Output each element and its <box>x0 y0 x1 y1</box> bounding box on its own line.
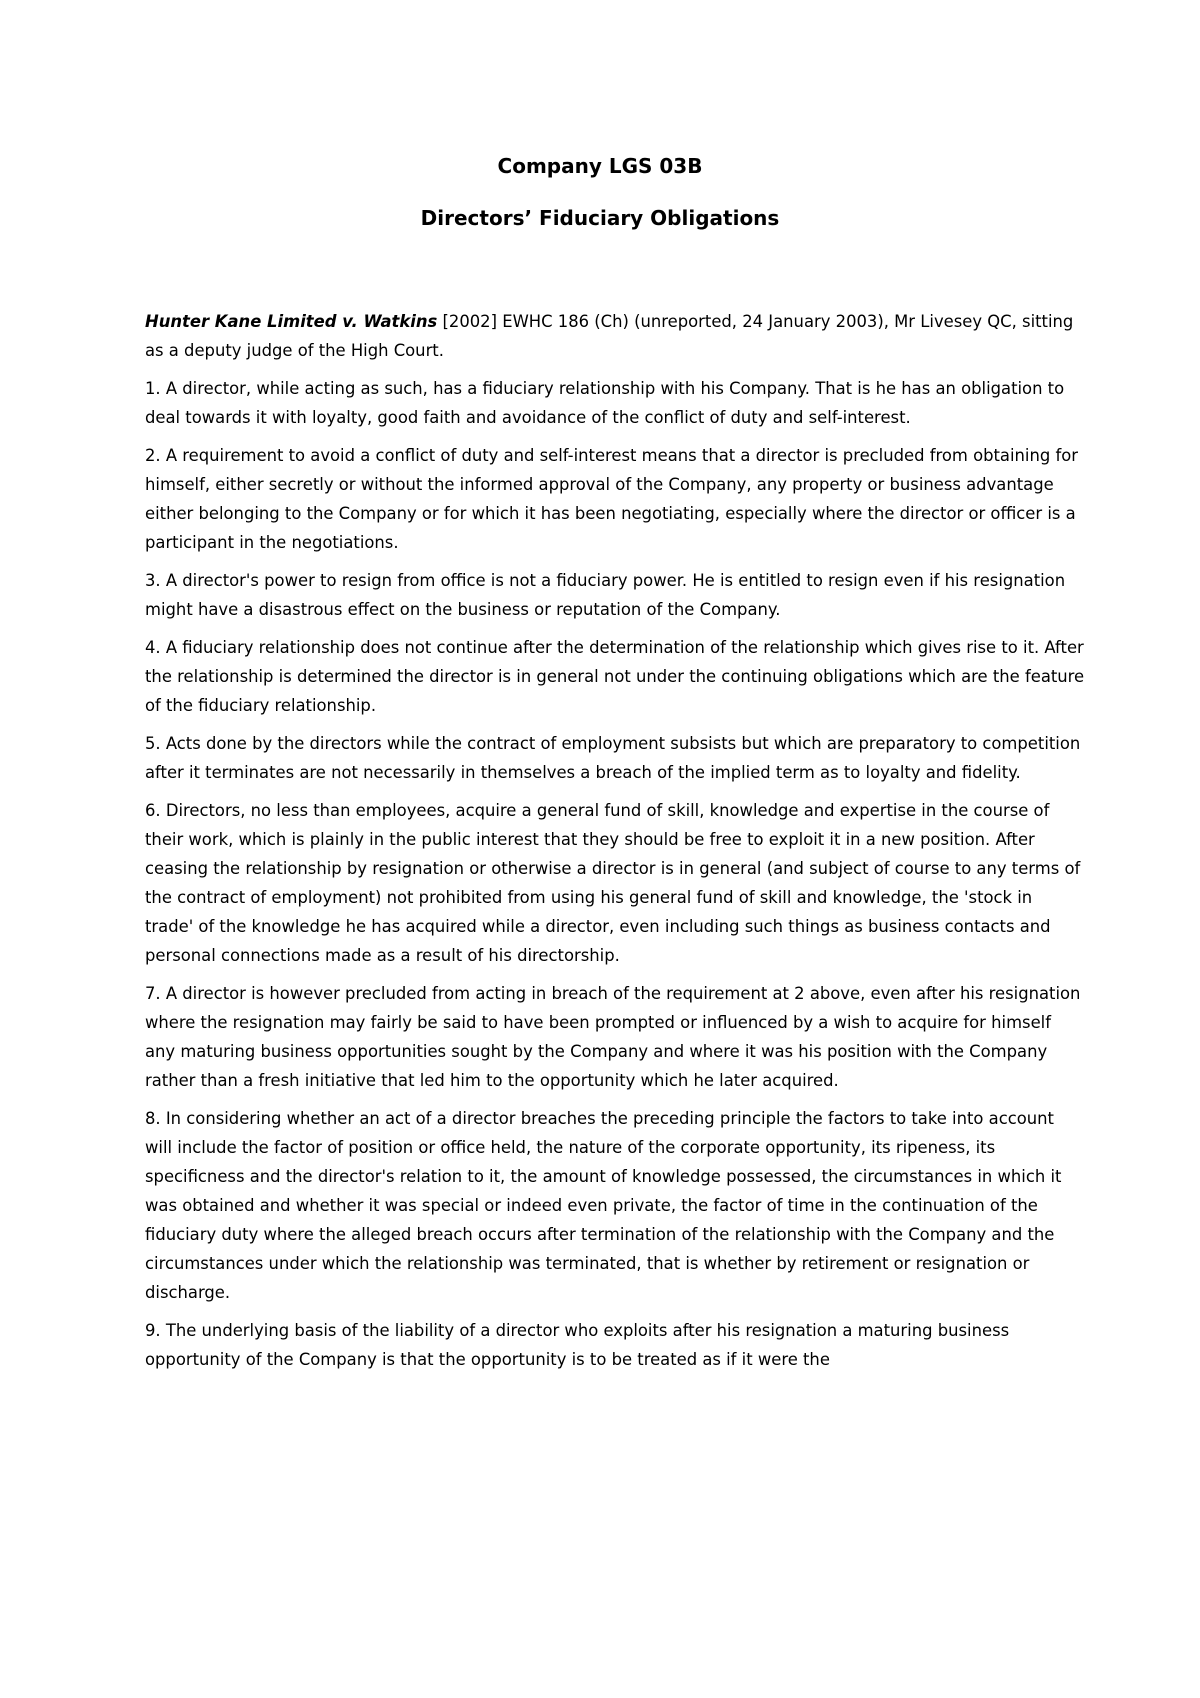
paragraph-text: A director's power to resign from office is not a fiduciary power. He is entitled to resign even if his resignation might have a disastrous effect on the business or reputation of the Company. <box>145 571 1066 619</box>
paragraph-text: Directors, no less than employees, acquire a general fund of skill, knowledge and expertise in the course of their work, which is plainly in the public interest that they should be free to exploit it in a new position. After ceasing the relationship by resignation or otherwise a director is in general (and subject of course to any terms of the contract of employment) not prohibited from using his general fund of skill and knowledge, the 'stock in trade' of the knowledge he has acquired while a director, even including such things as business contacts and personal connections made as a result of his directorship. <box>145 801 1081 965</box>
paragraph-6 <box>145 796 1085 970</box>
paragraph-3 <box>145 566 1085 624</box>
paragraph-text: The underlying basis of the liability of a director who exploits after his resignation a maturing business opportunity of the Company is that the opportunity is to be treated as if it were the <box>145 1321 1010 1369</box>
paragraph-2 <box>145 441 1085 557</box>
paragraph-1 <box>145 374 1085 432</box>
paragraph-number: 8. <box>145 1109 161 1128</box>
paragraph-text: A director is however precluded from acting in breach of the requirement at 2 above, even after his resignation where the resignation may fairly be said to have been prompted or influenced by a wish to acquire for himself any maturing business opportunities sought by the Company and where it was his position with the Company rather than a fresh initiative that led him to the opportunity which he later acquired. <box>145 984 1081 1090</box>
paragraph-text: Acts done by the directors while the contract of employment subsists but which are preparatory to competition after it terminates are not necessarily in themselves a breach of the implied term as to loyalty and fidelity. <box>145 734 1081 782</box>
paragraph-number: 2. <box>145 446 161 465</box>
paragraph-text: In considering whether an act of a director breaches the preceding principle the factors to take into account will include the factor of position or office held, the nature of the corporate opportunity, its ripeness, its specificness and the director's relation to it, the amount of knowledge possessed, the circumstances in which it was obtained and whether it was special or indeed even private, the factor of time in the continuation of the fiduciary duty where the alleged breach occurs after termination of the relationship with the Company and the circumstances under which the relationship was terminated, that is whether by retirement or resignation or discharge. <box>145 1109 1062 1302</box>
document-title: Company LGS 03B <box>497 154 703 178</box>
paragraph-number: 6. <box>145 801 161 820</box>
paragraph-8 <box>145 1104 1085 1307</box>
paragraph-number: 7. <box>145 984 161 1003</box>
paragraph-text: A director, while acting as such, has a fiduciary relationship with his Company. That is he has an obligation to deal towards it with loyalty, good faith and avoidance of the conflict of duty and self-interest. <box>145 379 1065 427</box>
citation-details: [2002] EWHC 186 (Ch) (unreported, 24 January 2003), Mr Livesey QC, sitting as a deputy judge of the High Court. <box>145 312 1074 360</box>
paragraph-5 <box>145 729 1085 787</box>
paragraph-number: 3. <box>145 571 161 590</box>
paragraph-number: 5. <box>145 734 161 753</box>
document-body <box>145 307 1085 1383</box>
paragraph-number: 4. <box>145 638 161 657</box>
paragraph-text: A fiduciary relationship does not continue after the determination of the relationship which gives rise to it. After the relationship is determined the director is in general not under the continuing obligations which are the feature of the fiduciary relationship. <box>145 638 1085 715</box>
paragraph-7 <box>145 979 1085 1095</box>
case-name: Hunter Kane Limited v. Watkins <box>145 312 438 331</box>
document-subtitle: Directors’ Fiduciary Obligations <box>420 206 780 230</box>
paragraph-number: 1. <box>145 379 161 398</box>
paragraph-4 <box>145 633 1085 720</box>
case-citation <box>145 307 1085 365</box>
paragraph-text: A requirement to avoid a conflict of duty and self-interest means that a director is precluded from obtaining for himself, either secretly or without the informed approval of the Company, any property or business advantage either belonging to the Company or for which it has been negotiating, especially where the director or officer is a participant in the negotiations. <box>145 446 1079 552</box>
paragraph-number: 9. <box>145 1321 161 1340</box>
paragraph-9 <box>145 1316 1085 1374</box>
